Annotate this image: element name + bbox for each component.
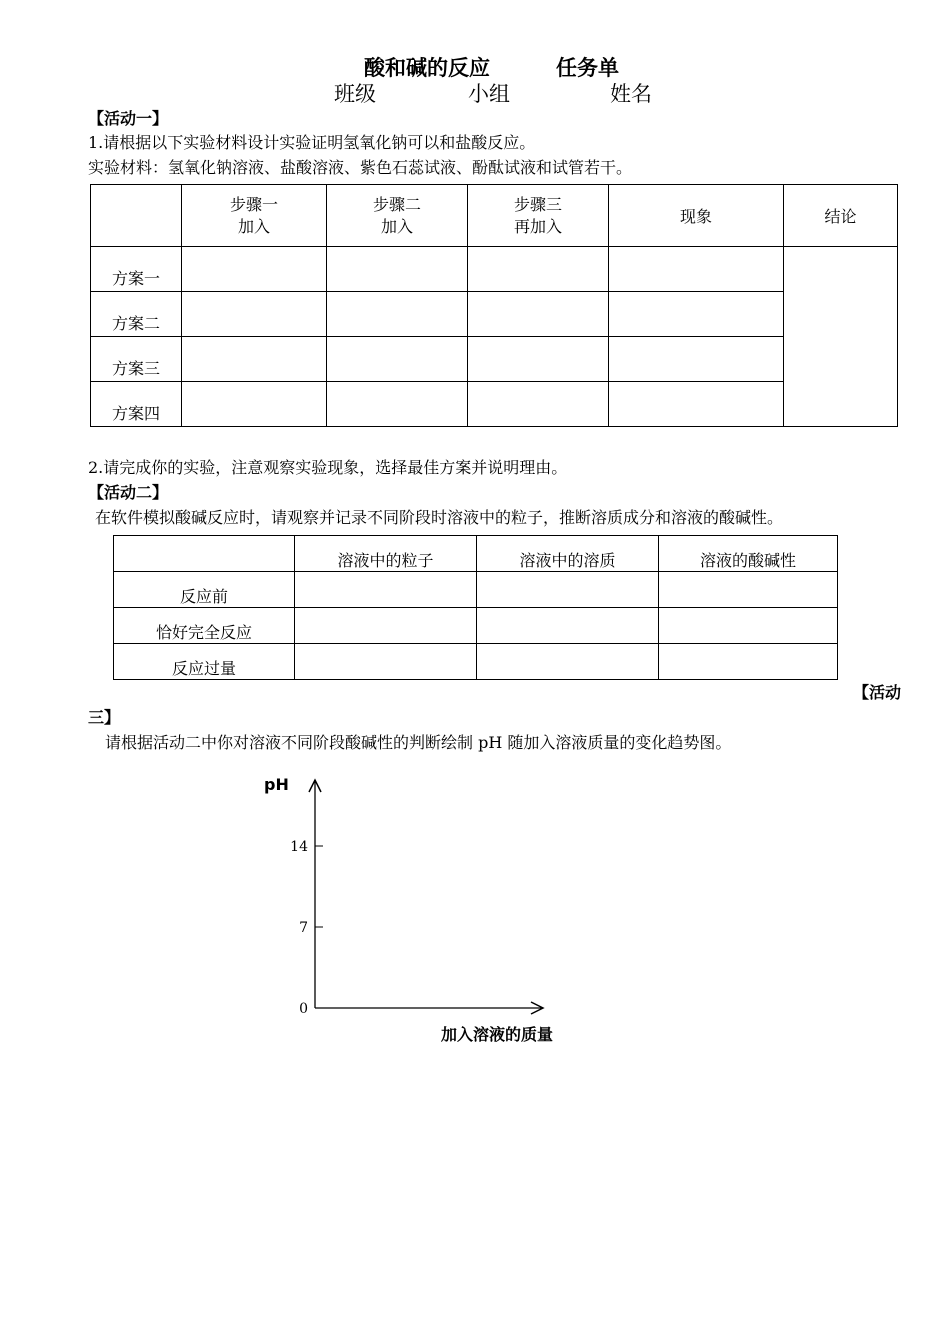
input-cell[interactable] <box>295 572 477 608</box>
input-cell[interactable] <box>609 337 784 382</box>
input-cell[interactable] <box>468 247 609 292</box>
activity-2-heading: 【活动二】 <box>88 483 169 502</box>
input-cell[interactable] <box>182 382 327 427</box>
input-cell[interactable] <box>327 382 468 427</box>
input-cell[interactable] <box>468 382 609 427</box>
header-solute: 溶液中的溶质 <box>477 536 659 572</box>
ph-chart[interactable] <box>250 768 590 1053</box>
experiment-design-table <box>90 184 898 427</box>
activity-2-description: 在软件模拟酸碱反应时，请观察并记录不同阶段时溶液中的粒子，推断溶质成分和溶液的酸碱性。 <box>95 508 784 527</box>
header-conclusion: 结论 <box>784 185 898 247</box>
header-particles: 溶液中的粒子 <box>295 536 477 572</box>
y-axis-label: pH <box>264 775 289 794</box>
group-label: 小组 <box>468 82 510 106</box>
y-tick-label: 14 <box>290 839 308 855</box>
step-3-action: 再加入 <box>513 216 562 236</box>
input-cell[interactable] <box>327 337 468 382</box>
plan-label: 方案二 <box>91 292 182 337</box>
input-cell[interactable] <box>659 608 838 644</box>
y-tick-label: 7 <box>299 920 308 936</box>
input-cell[interactable] <box>468 337 609 382</box>
activity-1-question-1: 1.请根据以下实验材料设计实验证明氢氧化钠可以和盐酸反应。 <box>88 133 536 152</box>
input-cell[interactable] <box>609 247 784 292</box>
conclusion-input-cell[interactable] <box>784 247 898 427</box>
x-axis-label: 加入溶液的质量 <box>440 1025 554 1044</box>
input-cell[interactable] <box>477 608 659 644</box>
page-title-suffix: 任务单 <box>556 56 619 80</box>
activity-1-materials: 实验材料：氢氧化钠溶液、盐酸溶液、紫色石蕊试液、酚酞试液和试管若干。 <box>88 158 633 177</box>
input-cell[interactable] <box>477 572 659 608</box>
input-cell[interactable] <box>468 292 609 337</box>
step-2-action: 加入 <box>380 216 413 236</box>
particle-observation-table <box>113 535 838 680</box>
step-1-action: 加入 <box>237 216 270 236</box>
stage-label: 恰好完全反应 <box>114 608 295 644</box>
plan-label: 方案三 <box>91 337 182 382</box>
class-label: 班级 <box>334 82 376 106</box>
input-cell[interactable] <box>659 572 838 608</box>
activity-1-heading: 【活动一】 <box>88 109 169 128</box>
input-cell[interactable] <box>477 644 659 680</box>
input-cell[interactable] <box>327 292 468 337</box>
input-cell[interactable] <box>609 382 784 427</box>
header-phenomenon: 现象 <box>609 185 784 247</box>
plan-label: 方案一 <box>91 247 182 292</box>
input-cell[interactable] <box>182 337 327 382</box>
header-step-2 <box>327 185 468 247</box>
input-cell[interactable] <box>295 608 477 644</box>
table-corner-cell <box>114 536 295 572</box>
name-label: 姓名 <box>610 82 652 106</box>
input-cell[interactable] <box>659 644 838 680</box>
header-acidity: 溶液的酸碱性 <box>659 536 838 572</box>
step-1-label: 步骤一 <box>229 194 278 214</box>
input-cell[interactable] <box>182 247 327 292</box>
activity-3-heading: 【活动 <box>853 683 902 702</box>
activity-3-heading-cont: 三】 <box>88 708 121 727</box>
header-step-1 <box>182 185 327 247</box>
input-cell[interactable] <box>182 292 327 337</box>
step-3-label: 步骤三 <box>513 194 562 214</box>
input-cell[interactable] <box>295 644 477 680</box>
y-tick-label: 0 <box>299 1001 308 1017</box>
input-cell[interactable] <box>327 247 468 292</box>
header-step-3 <box>468 185 609 247</box>
plan-label: 方案四 <box>91 382 182 427</box>
page-title: 酸和碱的反应 <box>364 56 490 80</box>
input-cell[interactable] <box>609 292 784 337</box>
stage-label: 反应过量 <box>114 644 295 680</box>
stage-label: 反应前 <box>114 572 295 608</box>
step-2-label: 步骤二 <box>372 194 421 214</box>
activity-3-description: 请根据活动二中你对溶液不同阶段酸碱性的判断绘制 pH 随加入溶液质量的变化趋势图。 <box>105 733 732 752</box>
activity-1-question-2: 2.请完成你的实验，注意观察实验现象，选择最佳方案并说明理由。 <box>88 458 568 477</box>
table-corner-cell <box>91 185 182 247</box>
